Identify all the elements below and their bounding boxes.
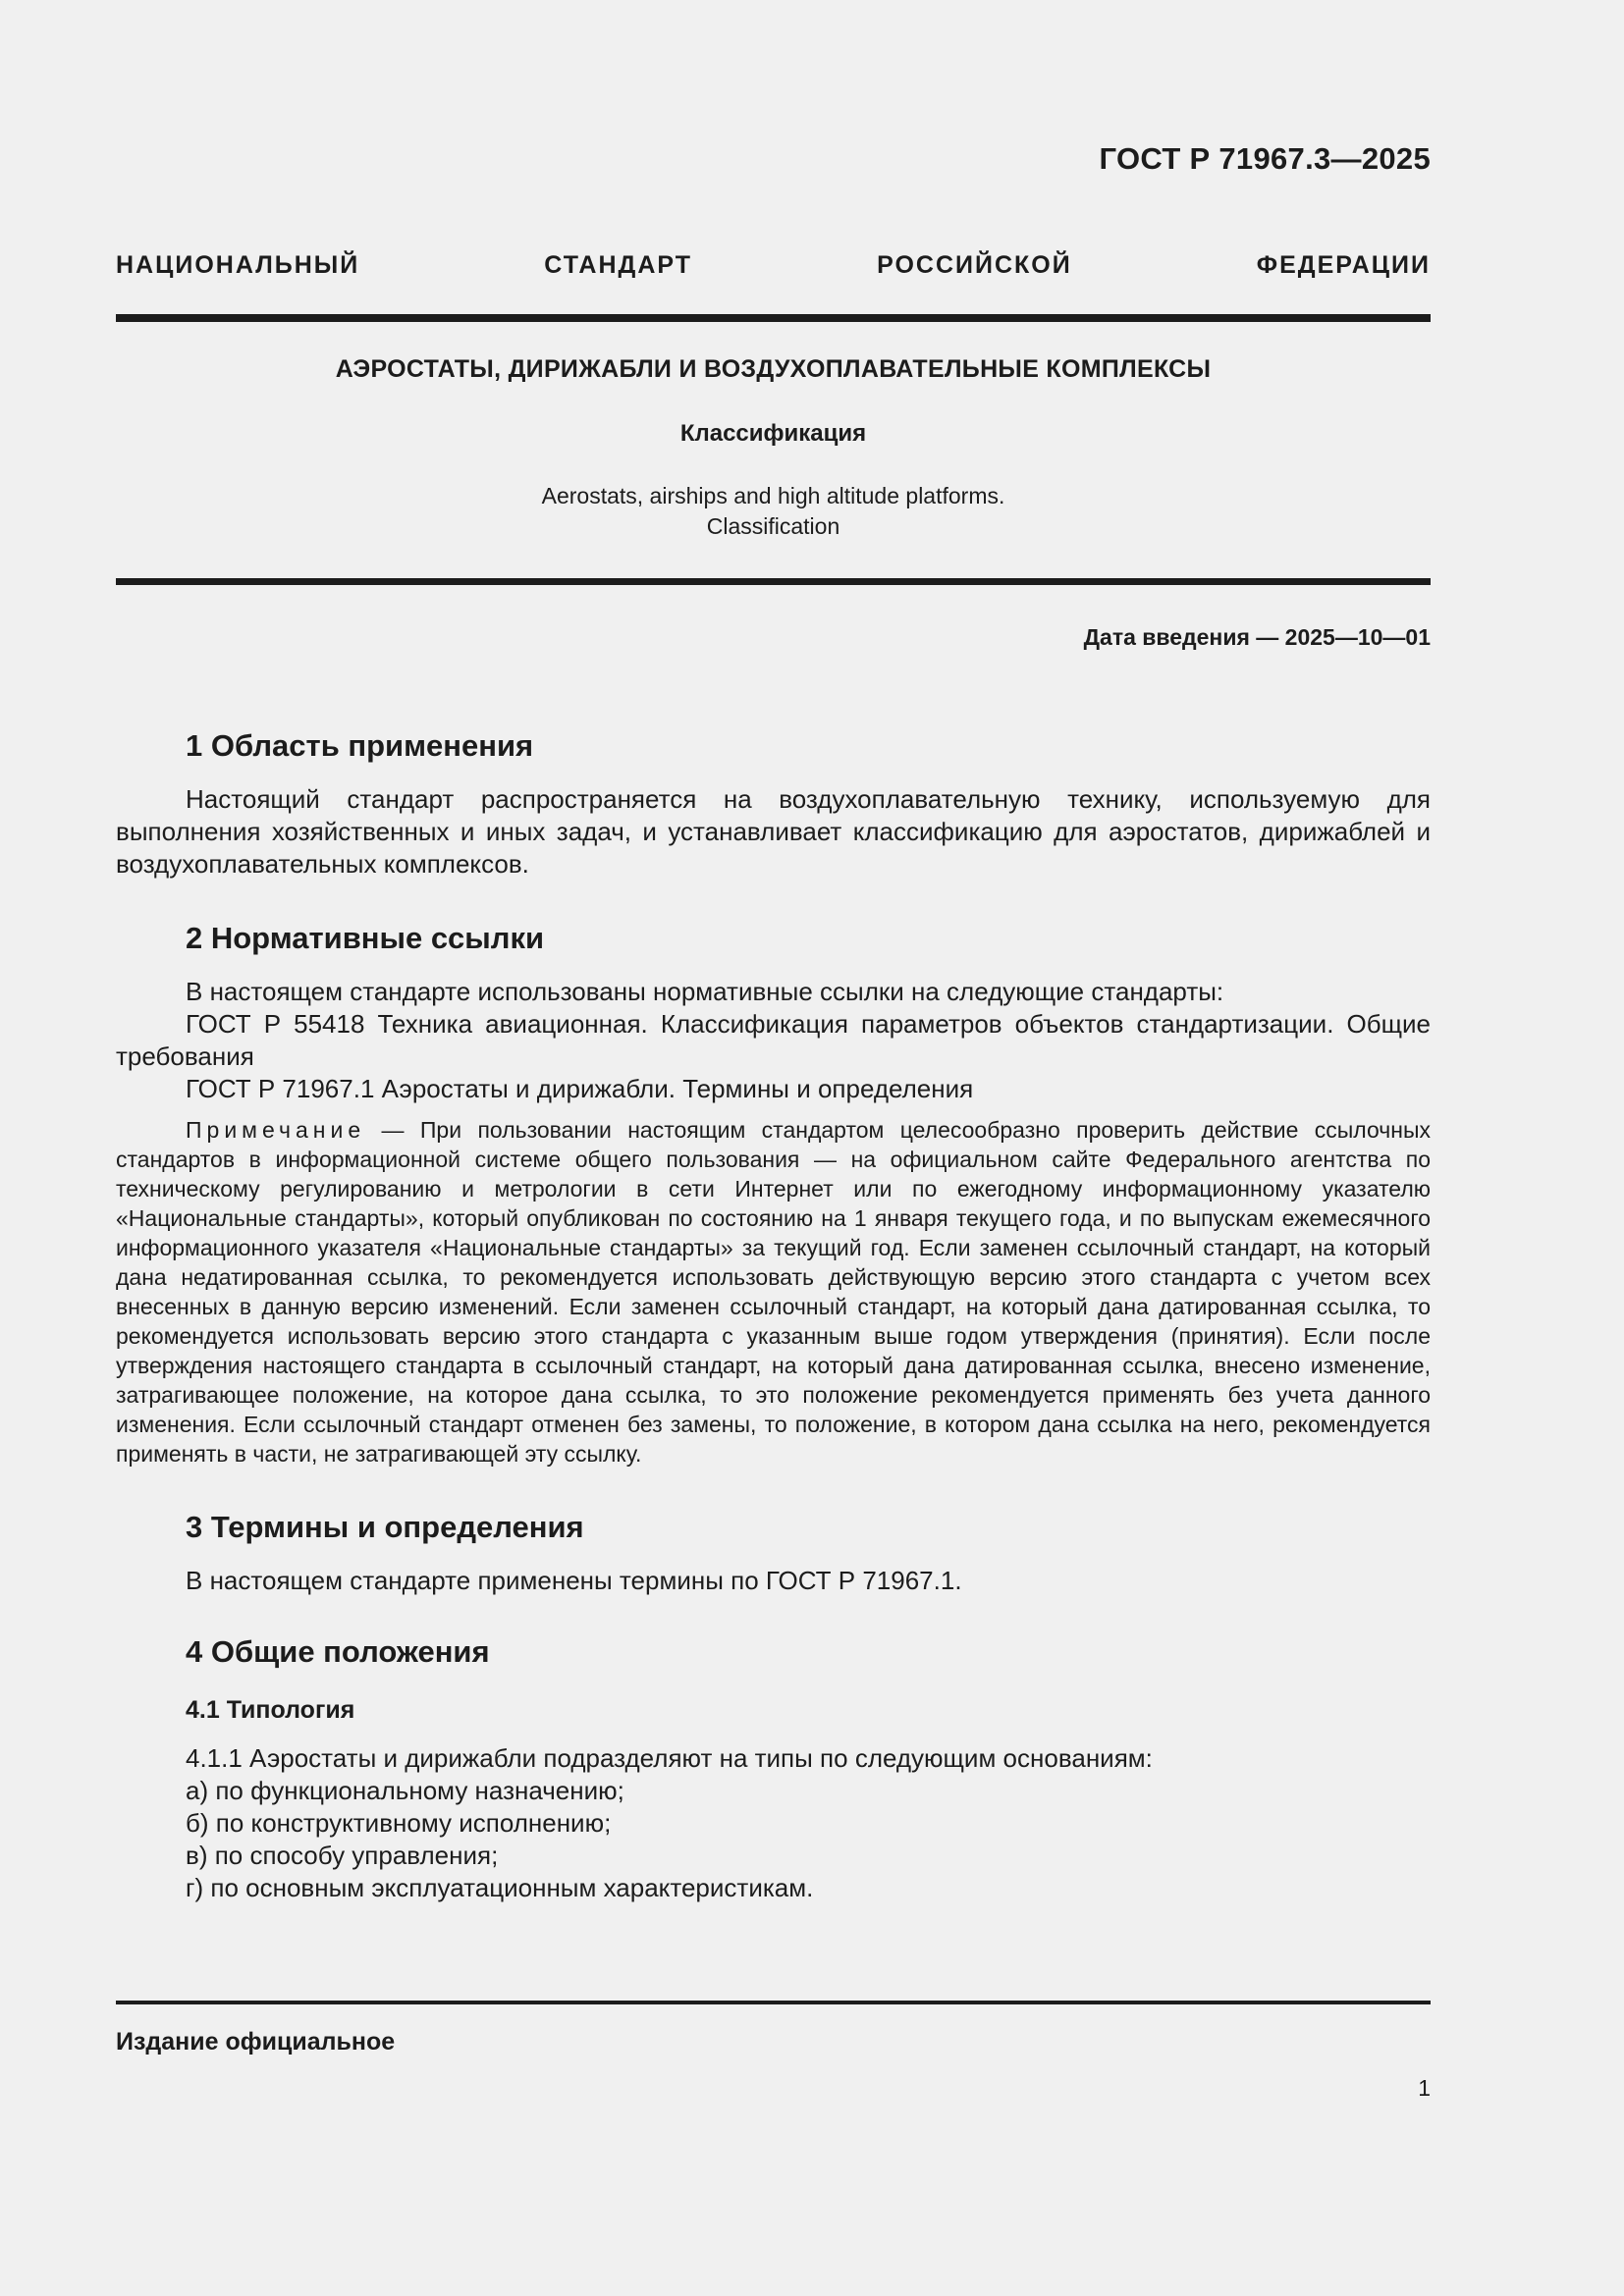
reference-gost-55418: ГОСТ Р 55418 Техника авиационная. Классификация параметров объектов стандартизации. Общие требования — [116, 1009, 1431, 1071]
section-2-heading: 2 Нормативные ссылки — [186, 921, 545, 955]
document-title-en — [116, 481, 1431, 542]
note-text: — При пользовании настоящим стандартом целесообразно проверить действие ссылочных стандартов в информационной системе общего пользования — на официальном сайте Федерального агентства по техническому регулированию и метрологии в сети Интернет или по ежегодному информационному указателю «Национальные стандарты», который опубликован по состоянию на 1 января текущего года, и по выпускам ежемесячного информационного указателя «Национальные стандарты» за текущий год. Если заменен ссылочный стандарт, на который дана недатированная ссылка, то рекомендуется использовать действующую версию этого стандарта с учетом всех внесенных в данную версию изменений. Если заменен ссылочный стандарт, на который дана датированная ссылка, то рекомендуется использовать версию этого стандарта с указанным выше годом утверждения (принятия). Если после утверждения настоящего стандарта в ссылочный стандарт, на который дана датированная ссылка, внесено изменение, затрагивающее положение, на которое дана ссылка, то это положение рекомендуется применять без учета данного изменения. Если ссылочный стандарт отменен без замены, то положение, в котором дана ссылка на него, рекомендуется применять в части, не затрагивающей эту ссылку. — [116, 1117, 1431, 1467]
document-body — [116, 726, 1431, 1904]
title-divider — [116, 578, 1431, 585]
document-code: ГОСТ Р 71967.3—2025 — [1099, 141, 1431, 176]
national-standard-banner: НАЦИОНАЛЬНЫЙ СТАНДАРТ РОССИЙСКОЙ ФЕДЕРАЦИИ — [116, 251, 1431, 279]
section-2-intro: В настоящем стандарте использованы нормативные ссылки на следующие стандарты: — [186, 977, 1224, 1006]
section-3-text: В настоящем стандарте применены термины по ГОСТ Р 71967.1. — [186, 1566, 962, 1595]
section-2-note — [116, 1115, 1431, 1468]
official-edition-label: Издание официальное — [116, 2028, 396, 2056]
note-label: Примечание — [186, 1117, 366, 1143]
list-item: в) по способу управления; — [186, 1841, 499, 1870]
page-number: 1 — [1418, 2075, 1431, 2101]
section-normative-references — [116, 919, 1431, 1468]
title-en-line1: Aerostats, airships and high altitude platforms. — [541, 483, 1005, 508]
section-1-text: Настоящий стандарт распространяется на воздухоплавательную технику, используемую для выполнения хозяйственных и иных задач, и устанавливает классификацию для аэростатов, дирижаблей и воздухоплавательных комплексов. — [116, 784, 1431, 879]
document-title-ru: АЭРОСТАТЫ, ДИРИЖАБЛИ И ВОЗДУХОПЛАВАТЕЛЬНЫЕ КОМПЛЕКСЫ — [335, 355, 1212, 383]
item-4-1-1-text: 4.1.1 Аэростаты и дирижабли подразделяют на типы по следующим основаниям: — [186, 1743, 1153, 1773]
top-divider — [116, 314, 1431, 322]
section-3-heading: 3 Термины и определения — [186, 1510, 584, 1544]
title-en-line2: Classification — [706, 513, 840, 539]
introduction-date: Дата введения — 2025—10—01 — [1083, 624, 1431, 650]
footer-divider — [116, 2001, 1431, 2004]
document-subtitle: Классификация — [679, 420, 867, 447]
list-item: а) по функциональному назначению; — [186, 1776, 624, 1805]
section-4-heading: 4 Общие положения — [186, 1634, 490, 1669]
section-scope — [116, 726, 1431, 881]
subsection-4-1-heading: 4.1 Типология — [186, 1696, 355, 1724]
section-terms — [116, 1508, 1431, 1597]
list-item: б) по конструктивному исполнению; — [186, 1808, 612, 1838]
section-general-provisions — [116, 1632, 1431, 1904]
section-1-heading: 1 Область применения — [186, 728, 534, 763]
reference-gost-71967-1: ГОСТ Р 71967.1 Аэростаты и дирижабли. Термины и определения — [186, 1074, 974, 1103]
list-item: г) по основным эксплуатационным характеристикам. — [186, 1873, 814, 1902]
